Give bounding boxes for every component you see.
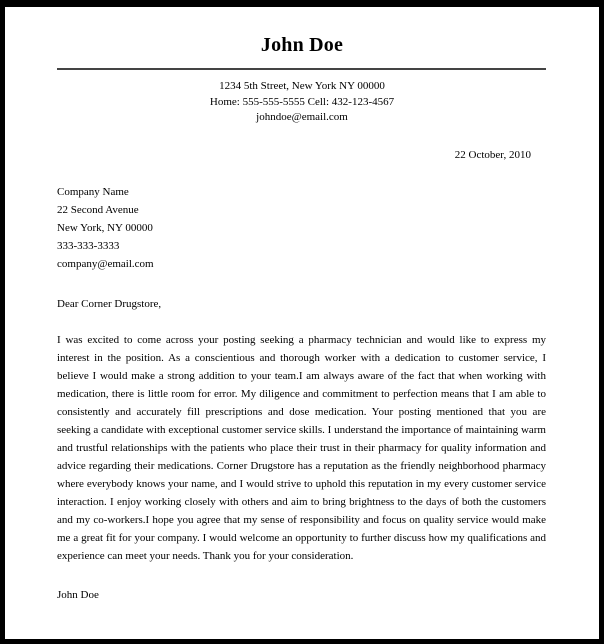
contact-address: 1234 5th Street, New York NY 00000 [219, 80, 385, 92]
header-divider [57, 68, 546, 70]
recipient-phone: 333-333-3333 [57, 239, 120, 252]
signature: John Doe [57, 588, 99, 601]
recipient-email: company@email.com [57, 257, 154, 270]
recipient-street: 22 Second Avenue [57, 203, 139, 216]
contact-phone: Home: 555-555-5555 Cell: 432-123-4567 [209, 95, 395, 108]
letter-sheet [5, 7, 599, 639]
page-title: John Doe [260, 34, 344, 56]
letter-body [5, 295, 599, 604]
salutation: Dear Corner Drugstore, [57, 297, 162, 310]
body-paragraph: I was excited to come across your posting seeking a pharmacy technician and would like to express my interest in the position. As a conscientious and thorough worker with a dedication to customer service, I believe I would make a strong addition to your team.I am always aware of the fact that when working with medication, there is little room for error. My diligence and commitment to perfection means that I am able to consistently and accurately fill prescriptions and dose medication. Your posting mentioned that you are seeking a candidate with exceptional customer service skills. I understand the importance of maintaining warm and trustful relationships with the patients who place their trust in their pharmacy for quality information and advice regarding their medications. Corner Drugstore has a reputation as the friendly neighborhood pharmacy where everybody knows your name, and I would strive to uphold this reputation in my every customer service interaction. I enjoy working closely with others and aim to bring brightness to the days of both the customers and my co-workers.I hope you agree that my sense of responsibility and focus on quality service would make me a great fit for your company. I would welcome an opportunity to further discuss how my qualifications and experience can meet your needs. Thank you for your consideration. [57, 333, 546, 562]
recipient-address-block [5, 183, 599, 273]
recipient-city-state-zip: New York, NY 00000 [57, 221, 153, 234]
contact-info-block [5, 79, 599, 126]
recipient-company: Company Name [57, 185, 129, 198]
contact-email: johndoe@email.com [256, 111, 348, 123]
letterhead [5, 7, 599, 126]
letter-date: 22 October, 2010 [454, 148, 531, 161]
